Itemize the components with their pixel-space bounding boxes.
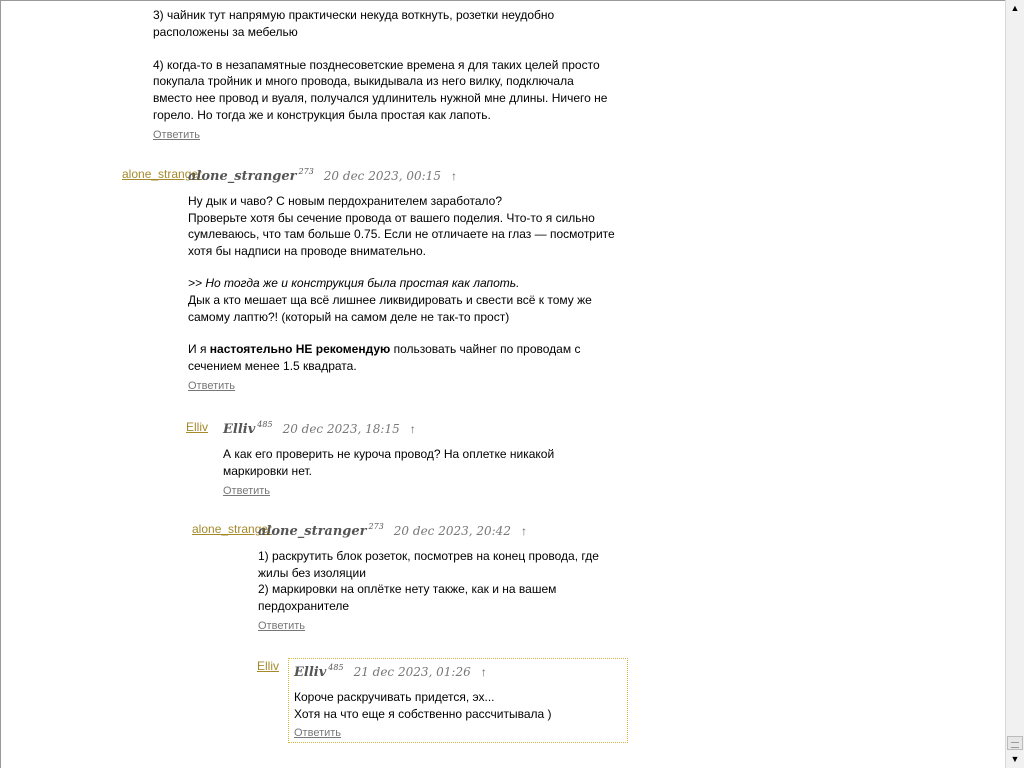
parent-arrow-icon[interactable]: ↑ [409,422,416,436]
comment-meta [223,422,623,442]
scrollbar-thumb[interactable] [1007,736,1023,750]
comment-body [188,193,628,374]
comment-body [294,689,622,722]
text-line: хотя бы надписи на проводе внимательно. [188,243,427,258]
author-name[interactable]: alone_stranger [258,524,367,539]
text-line: 1) раскрутить блок розеток, посмотрев на конец провода, где [258,549,599,563]
comment-date[interactable]: 20 dec 2023, 00:15 [323,169,441,183]
comment-0 [153,7,623,141]
text-line: Проверьте хотя бы сечение провода от вашего поделия. Что-то я сильно [188,210,595,225]
text-line: А как его проверить не курочa провод? На оплетке никакой [223,447,555,461]
comment-1 [188,169,628,392]
comment-date[interactable]: 20 dec 2023, 18:15 [282,422,400,436]
reply-link[interactable]: Ответить [258,620,306,633]
text-line: покупала тройник и много провода, выкидывала из него вилку, подключала [153,74,574,89]
text-line: горело. Но тогда же и конструкция была простая как лапоть. [153,107,491,122]
user-tag-link[interactable]: alone_stranger [122,167,203,181]
text-line: 4) когда-то в незапамятные позднесоветские времена я для таких целей просто [153,57,600,72]
comment-body [258,548,628,614]
text-line: 2) маркировки на оплётке нету также, как и на вашем [258,582,557,597]
parent-arrow-icon[interactable]: ↑ [450,169,457,183]
text-suffix: пользовать чайнег по проводам с [390,342,581,357]
comment-body [153,7,623,123]
text-line: Ну дык и чаво? С новым пердохранителем заработало? [188,194,502,208]
user-tag-link[interactable]: Elliv [257,659,280,673]
comment-date[interactable]: 21 dec 2023, 01:26 [353,665,471,679]
vertical-scrollbar[interactable] [1005,0,1024,768]
comment-2 [223,422,623,497]
author-name[interactable]: alone_stranger [188,169,297,184]
user-tag-link[interactable]: Elliv [186,420,209,434]
text-line [153,40,623,57]
text-line: самому лаптю?! (который на самом деле не так-то прост) [188,309,510,324]
text-line [188,341,628,358]
comment-meta [258,524,628,544]
text-line: маркировки нет. [223,463,312,478]
text-line: расположены за мебелью [153,24,298,39]
comment-3 [258,524,628,632]
author-name[interactable]: Elliv [294,665,327,680]
rating-badge: 485 [257,420,273,429]
comment-date[interactable]: 20 dec 2023, 20:42 [393,524,511,538]
text-line: Хотя на что еще я собственно рассчитывала ) [294,706,552,721]
text-line: сумлеваюсь, что там больше 0.75. Если не отличаете на глаз — посмотрите [188,227,615,242]
text-line: Короче раскручивать придется, эх... [294,690,495,704]
reply-link[interactable]: Ответить [153,129,201,142]
comment-4-highlighted [288,658,628,743]
text-line: пердохранителе [258,598,350,613]
comment-meta [294,665,622,685]
author-name[interactable]: Elliv [223,422,256,437]
rating-badge: 273 [298,167,314,176]
text-line: сечением менее 1.5 квадрата. [188,358,357,373]
text-line: 3) чайник тут напрямую практически некуда воткнуть, розетки неудобно [153,8,555,22]
parent-arrow-icon[interactable]: ↑ [520,524,527,538]
text-line: вместо нее провод и вуаля, получался удлинитель нужной мне длины. Ничего не [153,90,608,105]
user-tag-link[interactable]: alone_stranger [192,522,273,536]
scroll-down-arrow-icon[interactable]: ▼ [1007,751,1023,768]
text-line: жилы без изоляции [258,565,366,580]
rating-badge: 485 [328,663,344,672]
parent-arrow-icon[interactable]: ↑ [480,665,487,679]
reply-link[interactable]: Ответить [294,727,342,740]
scroll-up-arrow-icon[interactable]: ▲ [1007,0,1023,17]
text-line: Дык а кто мешает ща всё лишнее ликвидировать и свести всё к тому же [188,292,592,307]
text-prefix: И я [188,342,210,357]
reply-link[interactable]: Ответить [223,485,271,498]
rating-badge: 273 [368,522,384,531]
bold-emphasis: настоятельно НЕ рекомендую [209,342,391,357]
quote-line: >> Но тогда же и конструкция была простая как лапоть. [188,276,520,291]
reply-link[interactable]: Ответить [188,380,236,393]
comment-meta [188,169,628,189]
comment-body [223,446,623,479]
